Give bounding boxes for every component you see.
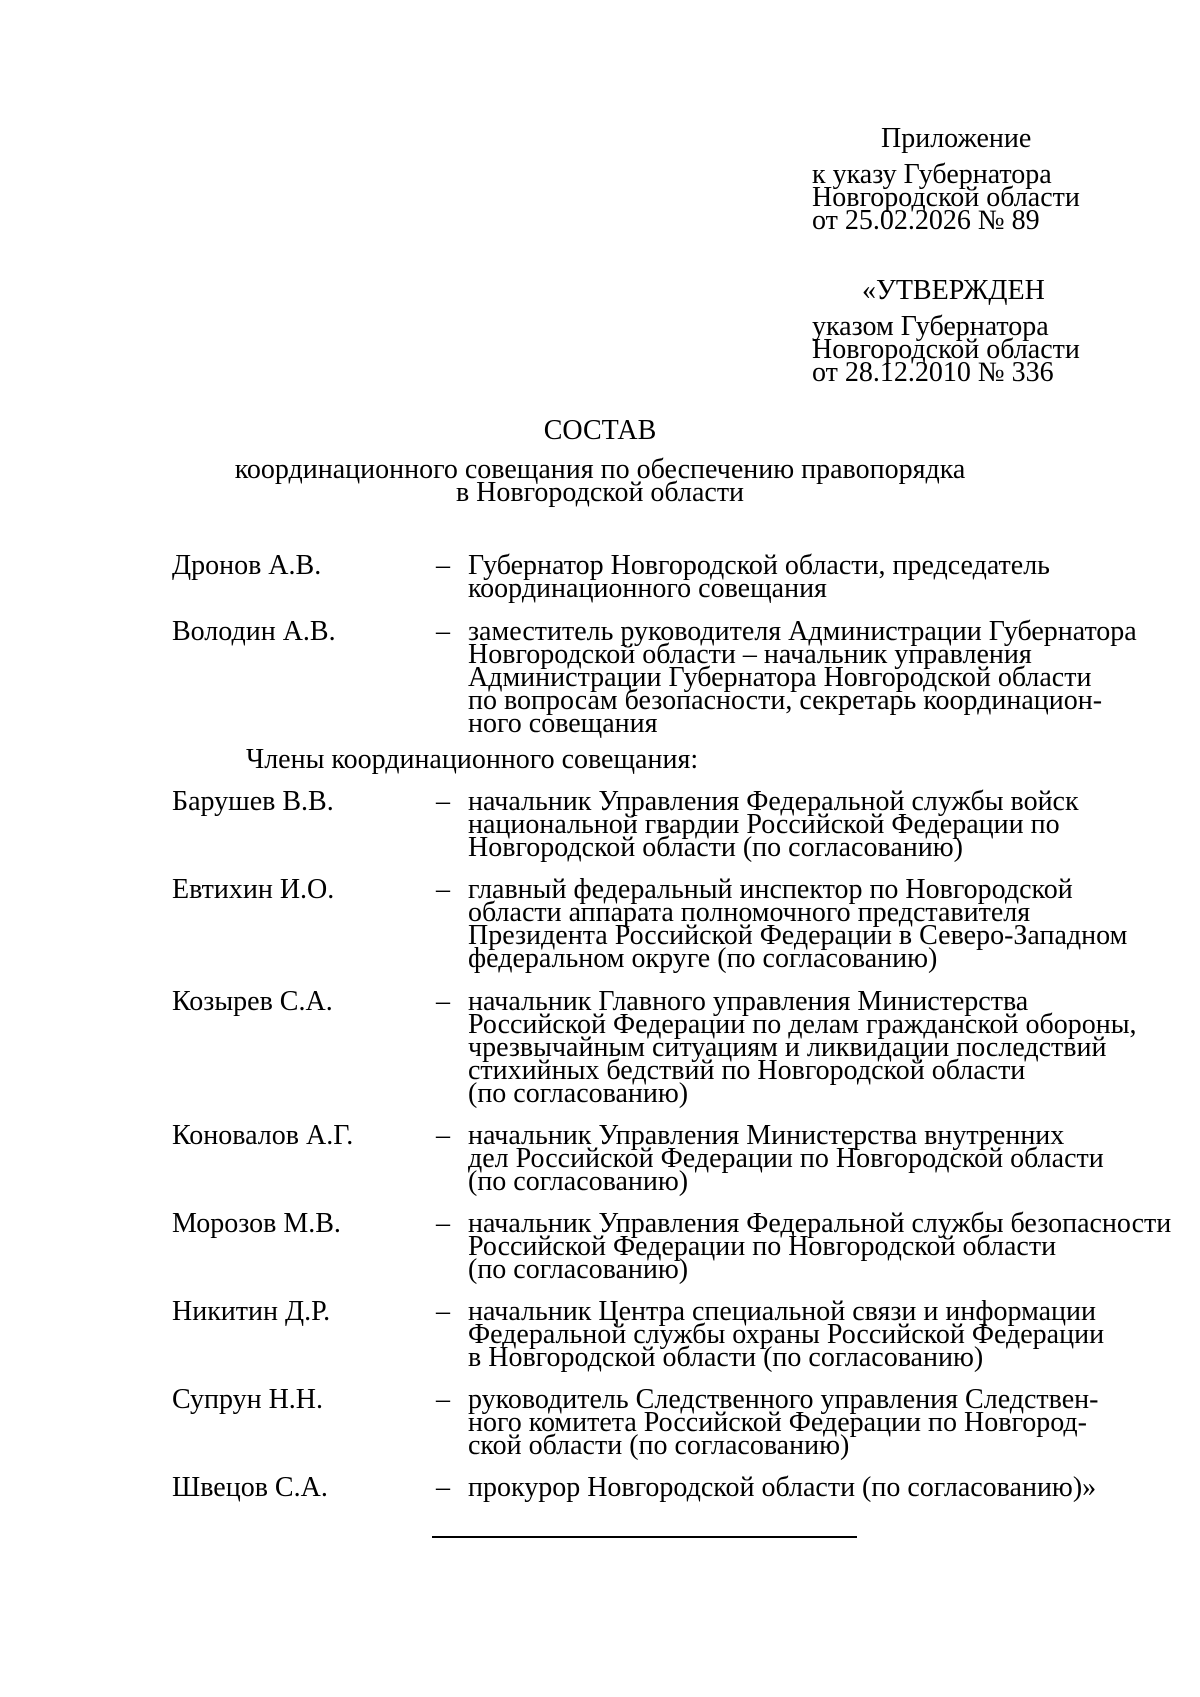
position-line: Администрации Губернатора Новгородской области bbox=[468, 662, 1092, 693]
subtitle-line: в Новгородской области bbox=[455, 477, 745, 508]
position-line: заместитель руководителя Администрации Губернатора bbox=[468, 616, 1137, 647]
position-line: федеральном округе (по согласованию) bbox=[468, 943, 938, 974]
member-position bbox=[468, 874, 1128, 974]
position-line: по вопросам безопасности, секретарь координацион- bbox=[468, 685, 1103, 716]
member-position bbox=[468, 1472, 1097, 1503]
approved-line: Новгородской области bbox=[812, 334, 1080, 365]
member-position bbox=[468, 1296, 1105, 1373]
member-name: Никитин Д.Р. bbox=[172, 1296, 331, 1327]
member-name: Володин А.В. bbox=[172, 616, 336, 647]
member-name: Барушев В.В. bbox=[172, 786, 334, 817]
position-line: Новгородской области – начальник управления bbox=[468, 639, 1032, 670]
document-subtitle bbox=[0, 454, 1200, 508]
closing-rule bbox=[432, 1536, 857, 1538]
position-line: Президента Российской Федерации в Северо-Западном bbox=[468, 920, 1128, 951]
position-line: стихийных бедствий по Новгородской области bbox=[468, 1055, 1026, 1086]
position-line: (по согласованию) bbox=[468, 1078, 689, 1109]
member-name: Швецов С.А. bbox=[172, 1472, 328, 1503]
approved-title: «УТВЕРЖДЕН bbox=[862, 275, 1045, 306]
position-line: дел Российской Федерации по Новгородской области bbox=[468, 1143, 1104, 1174]
position-line: координационного совещания bbox=[468, 573, 827, 604]
position-line: прокурор Новгородской области (по согласованию)» bbox=[468, 1472, 1097, 1503]
member-name: Евтихин И.О. bbox=[172, 874, 335, 905]
member-name: Коновалов А.Г. bbox=[172, 1120, 354, 1151]
member-name: Морозов М.В. bbox=[172, 1208, 341, 1239]
row-dash: – bbox=[436, 1296, 450, 1327]
approved-reference bbox=[812, 311, 1080, 388]
row-dash: – bbox=[436, 786, 450, 817]
member-position bbox=[468, 1208, 1172, 1285]
position-line: Федеральной службы охраны Российской Федерации bbox=[468, 1319, 1105, 1350]
member-position bbox=[468, 550, 1050, 604]
position-line: национальной гвардии Российской Федерации по bbox=[468, 809, 1060, 840]
row-dash: – bbox=[436, 1472, 450, 1503]
position-line: чрезвычайным ситуациям и ликвидации последствий bbox=[468, 1032, 1107, 1063]
position-line: области аппарата полномочного представителя bbox=[468, 897, 1031, 928]
position-line: (по согласованию) bbox=[468, 1166, 689, 1197]
row-dash: – bbox=[436, 1384, 450, 1415]
position-line: ской области (по согласованию) bbox=[468, 1430, 850, 1461]
row-dash: – bbox=[436, 1208, 450, 1239]
members-heading: Члены координационного совещания: bbox=[246, 744, 699, 775]
position-line: ного совещания bbox=[468, 708, 658, 739]
approved-line: указом Губернатора bbox=[812, 311, 1049, 342]
position-line: начальник Управления Федеральной службы безопасности bbox=[468, 1208, 1172, 1239]
member-name: Козырев С.А. bbox=[172, 986, 333, 1017]
appendix-line: к указу Губернатора bbox=[812, 159, 1052, 190]
appendix-line: Новгородской области bbox=[812, 182, 1080, 213]
position-line: (по согласованию) bbox=[468, 1254, 689, 1285]
document-title: СОСТАВ bbox=[543, 415, 657, 446]
row-dash: – bbox=[436, 1120, 450, 1151]
appendix-line: от 25.02.2026 № 89 bbox=[812, 205, 1040, 236]
member-name: Супрун Н.Н. bbox=[172, 1384, 324, 1415]
position-line: руководитель Следственного управления Следствен- bbox=[468, 1384, 1099, 1415]
position-line: начальник Главного управления Министерства bbox=[468, 986, 1029, 1017]
appendix-reference bbox=[812, 159, 1080, 236]
position-line: Губернатор Новгородской области, председатель bbox=[468, 550, 1050, 581]
member-position bbox=[468, 1384, 1099, 1461]
position-line: начальник Управления Министерства внутренних bbox=[468, 1120, 1065, 1151]
position-line: Российской Федерации по делам гражданской обороны, bbox=[468, 1009, 1137, 1040]
subtitle-line: координационного совещания по обеспечению правопорядка bbox=[234, 454, 966, 485]
row-dash: – bbox=[436, 986, 450, 1017]
row-dash: – bbox=[436, 550, 450, 581]
position-line: Новгородской области (по согласованию) bbox=[468, 832, 963, 863]
appendix-title: Приложение bbox=[881, 123, 1032, 154]
position-line: главный федеральный инспектор по Новгородской bbox=[468, 874, 1073, 905]
row-dash: – bbox=[436, 616, 450, 647]
member-name: Дронов А.В. bbox=[172, 550, 322, 581]
position-line: в Новгородской области (по согласованию) bbox=[468, 1342, 984, 1373]
member-position bbox=[468, 786, 1079, 863]
approved-line: от 28.12.2010 № 336 bbox=[812, 357, 1054, 388]
row-dash: – bbox=[436, 874, 450, 905]
member-position bbox=[468, 616, 1137, 739]
position-line: начальник Центра специальной связи и информации bbox=[468, 1296, 1096, 1327]
position-line: ного комитета Российской Федерации по Новгород- bbox=[468, 1407, 1087, 1438]
member-position bbox=[468, 1120, 1104, 1197]
member-position bbox=[468, 986, 1137, 1109]
position-line: Российской Федерации по Новгородской области bbox=[468, 1231, 1057, 1262]
position-line: начальник Управления Федеральной службы войск bbox=[468, 786, 1079, 817]
